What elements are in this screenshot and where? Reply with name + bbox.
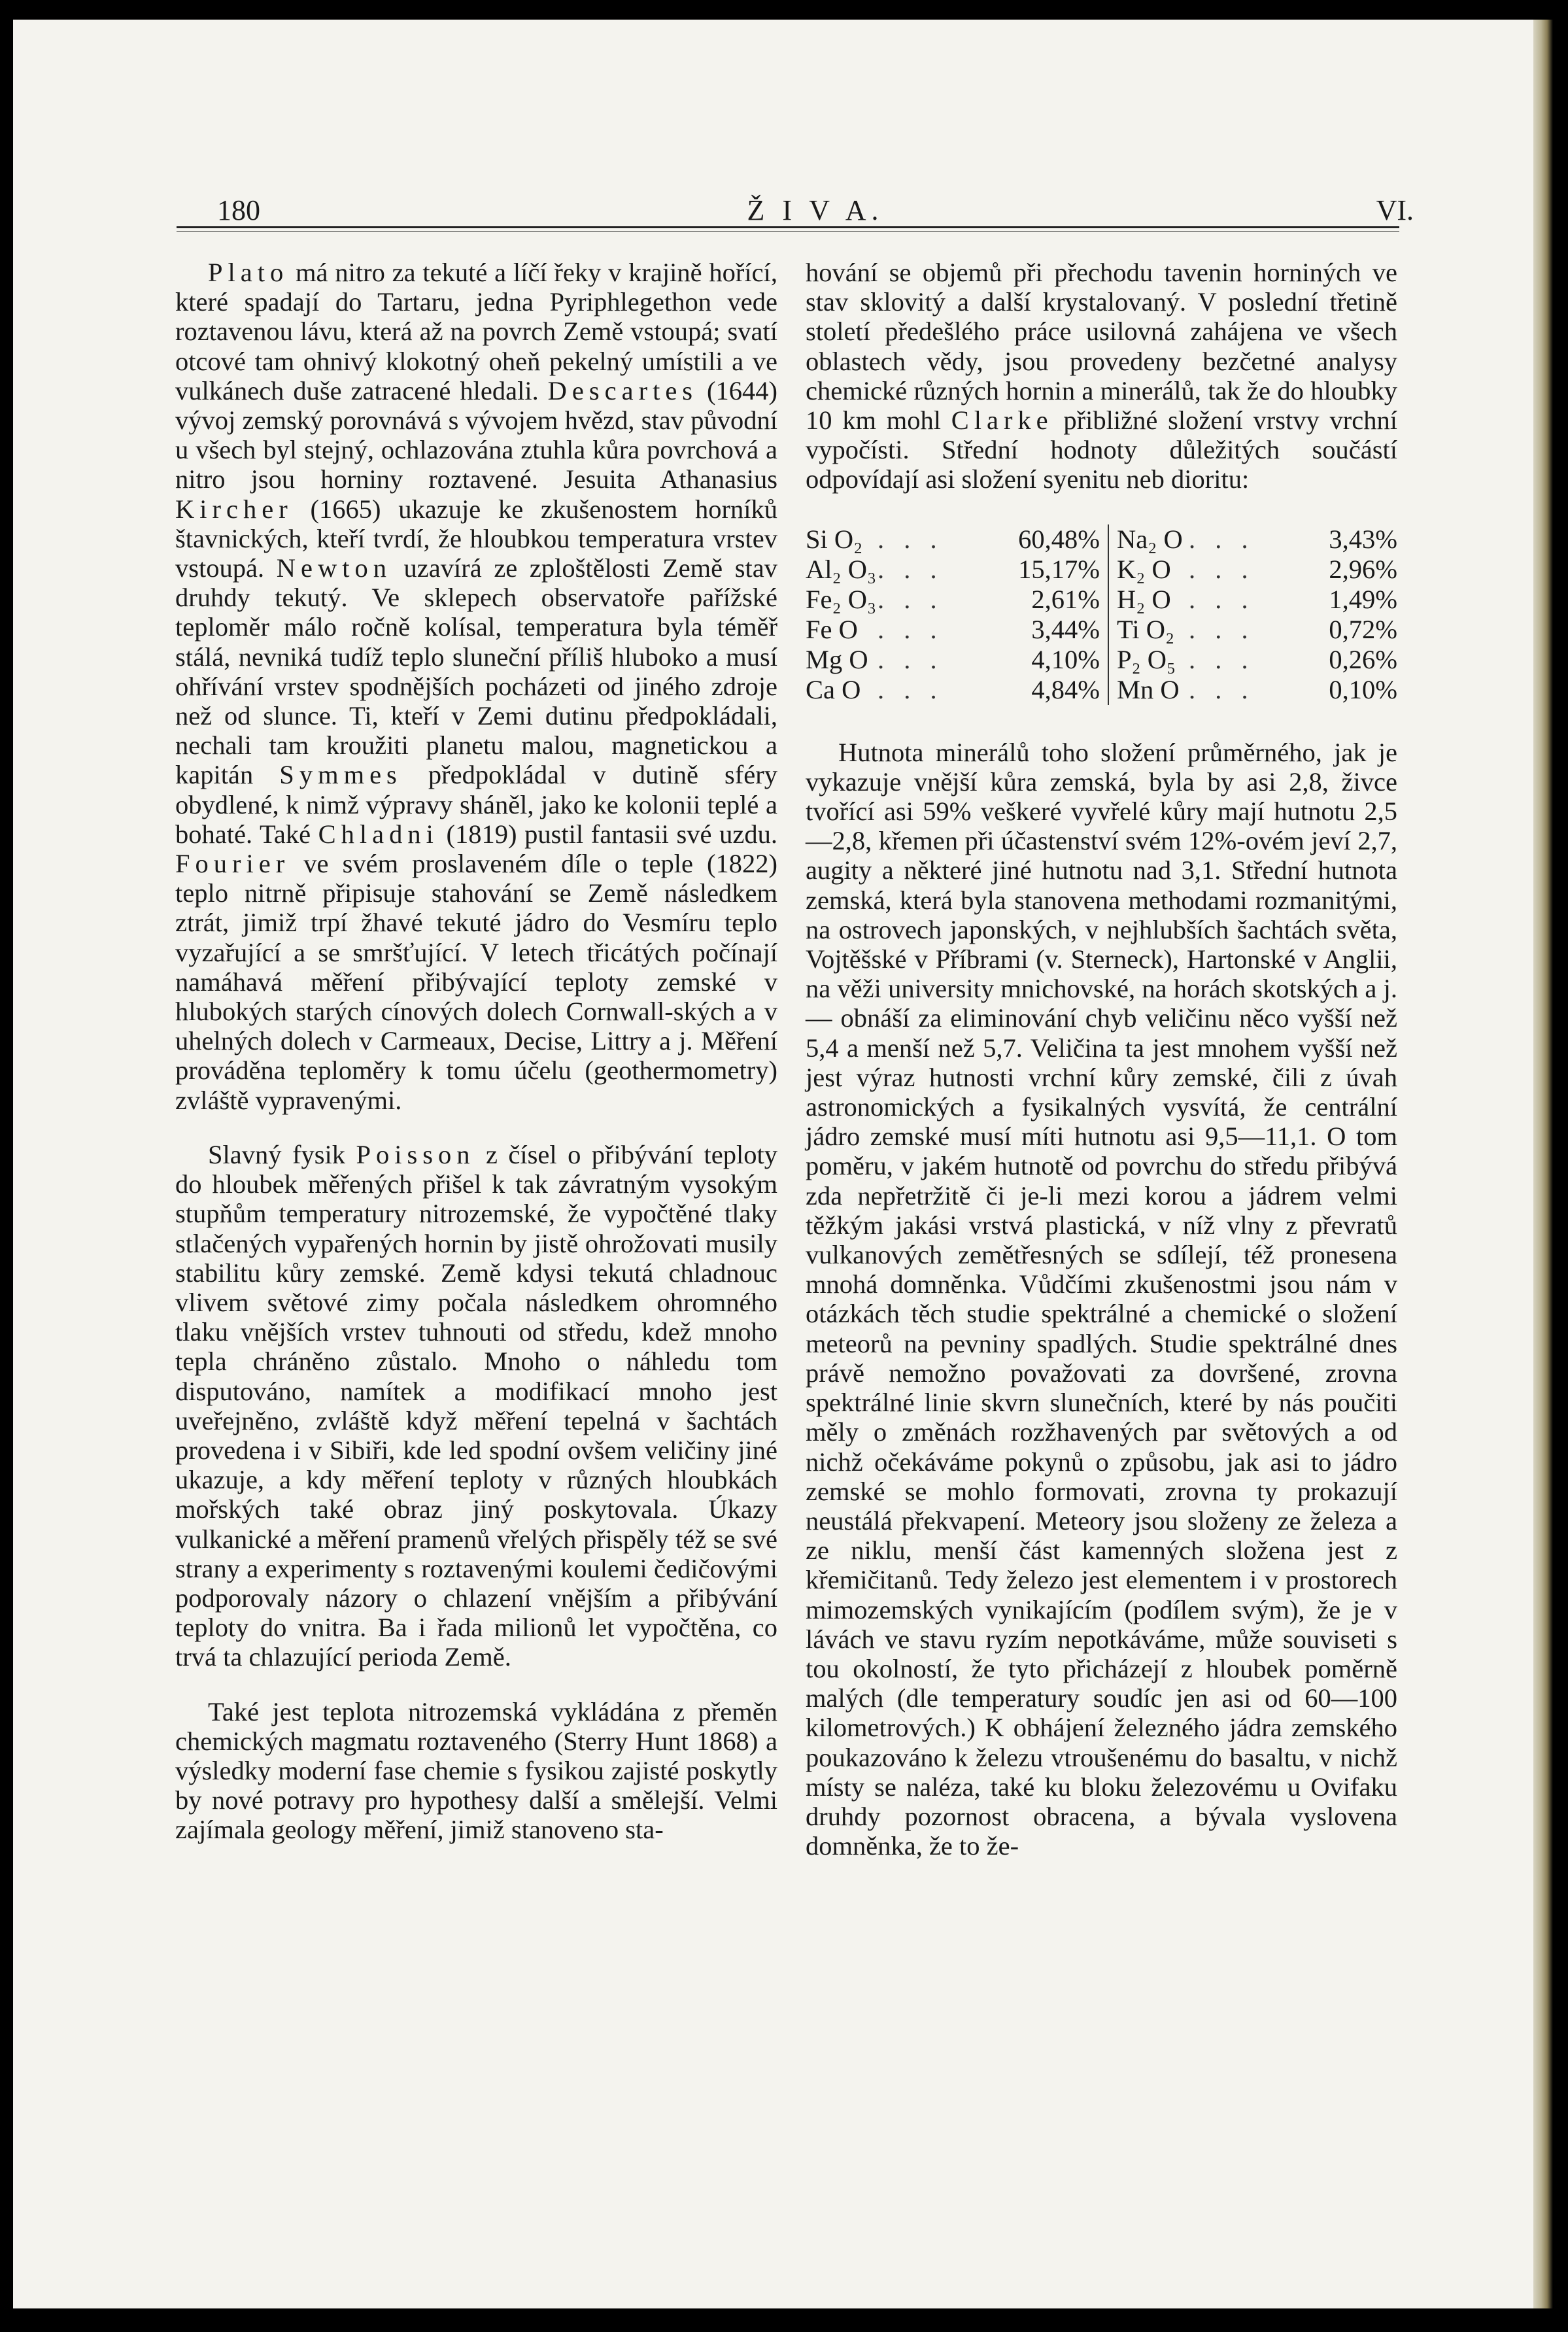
composition-cell-v1: 4,10% — [976, 645, 1108, 675]
composition-cell-f2: K₂ O — [1117, 554, 1171, 584]
composition-cell-f1: Al₂ O₃ — [806, 554, 877, 584]
intro-text-end: přibližné složení vrstvy vrchní vypočísti. Střední hodnoty důležitých součástí odpovídají asi složení syenitu neb dioritu: — [806, 405, 1397, 494]
author-name: Fourier — [175, 849, 290, 879]
composition-cell-v1: 15,17% — [976, 555, 1108, 585]
author-name: Clarke — [951, 405, 1053, 436]
composition-cell-d1: . . . — [878, 554, 944, 584]
composition-cell-d2: . . . — [1189, 644, 1255, 674]
composition-cell-f2: H₂ O — [1117, 584, 1171, 614]
author-name: Kircher — [175, 494, 293, 524]
composition-cell-d2: . . . — [1189, 584, 1255, 614]
composition-cell-d1: . . . — [878, 644, 944, 674]
composition-cell-f1: Mg O — [806, 644, 868, 674]
author-name: Plato — [208, 258, 289, 287]
composition-cell-f1: Fe₂ O₃ — [806, 584, 877, 614]
composition-cell-d2: . . . — [1189, 554, 1255, 584]
author-name: Newton — [276, 553, 392, 583]
author-name: Chladni — [318, 819, 439, 849]
text-run: (1644) vývoj zemský porovnává s vývojem hvězd, stav původní u všech byl stejný, ochlazována ztuhla kůra povrchová a nitro jsou horniny roztavené. Jesuita Athanasius — [175, 375, 778, 494]
composition-row — [806, 675, 1397, 705]
text-run: ve svém proslaveném díle o teple (1822) teplo nitrně připisuje stahování se Země následkem ztrát, jimiž trpí žhavé tekuté jádro do Vesmíru teplo vyzařující a se smršťující. V letech třicátých počínají namáhavá měření přibývající teploty zemské v hlubokých starých cínových dolech Cornwall-ských a v uhelných dolech v Carmeaux, Decise, Littry a j. Měření prováděna teploměry k tomu účelu (geothermometry) zvláště vypravenými. — [175, 849, 777, 1115]
composition-cell-f2: Mn O — [1117, 674, 1180, 704]
left-column — [175, 258, 777, 1845]
text-run: (1665) ukazuje ke zkušenostem horníků štavnických, kteří tvrdí, že hloubkou temperatura vrstev vstoupá. — [175, 494, 777, 583]
composition-row — [806, 555, 1397, 585]
composition-cell-f1: Si O₂ — [806, 524, 863, 554]
right-main-paragraph: Hutnota minerálů toho složení průměrného, jak je vykazuje vnější kůra zemská, byla by asi 2,8, živce tvořící asi 59% veškeré vyvřelé kůry mají hutnotu 2,5—2,8, křemen při účastenství svém 12%-ovém jeví 2,7, augity a některé jiné hutnotu nad 3,1. Střední hutnota zemská, která byla stanovena methodami rozmanitými, na ostrovech japonských, v nejhlubších šachtách světa, Vojtěšské v Příbrami (v. Sterneck), Hartonské v Anglii, na věži university mnichovské, na horách skotských a j. — obnáší za eliminování chyb veličinu něco vyšší než 5,4 a menší než 5,7. Veličina ta jest mnohem vyšší než jest výraz hutnosti vrchní kůry zemské, čili z úvah astronomických a fysikalných vysvítá, že centrální jádro zemské musí míti hutnotu asi 9,5—11,1. O tom poměru, v jakém hutnotě od povrchu do středu přibývá zda nepřetržitě či je-li mezi korou a jádrem velmi těžkým jakási vrstvá plastická, v níž vlny z převratů vulkanových zemětřesných se sdílejí, též pronesena mnohá domněnka. Vůdčími zkušenostmi jsou nám v otázkách těch studie spektrálné a chemické o složení meteorů na pevniny spadlých. Studie spektrálné dnes právě nemožno považovati za dovršené, zrovna spektrálné linie skvrn slunečních, které by nás poučiti měly o změnách rozžhavených par světových a od nichž očekáváme pokynů o způsobu, jak asi to jádro zemské se mohlo formovati, zrovna ty prokazují neustálá překvapení. Meteory jsou složeny ze železa a ze niklu, menší část kamenných složena jest z křemičitanů. Tedy železo jest elementem i v prostorech mimozemských vynikajícím (podílem svým), že je v lávách ve stavu ryzím nepotkáváme, může souviseti s tou okolností, že tyto přicházejí z hloubek poměrně malých (dle temperatury soudíc jen asi od 60—100 kilometrových.) K obhájení železného jádra zemského poukazováno k železu vtroušenému do basaltu, v nichž místy se naléza, také ku bloku železovému u Ovifaku druhdy pozornost obracena, a bývala vyslovena domněnka, že to že- — [806, 737, 1397, 1861]
composition-cell-v1: 60,48% — [976, 524, 1108, 555]
composition-table — [806, 524, 1397, 705]
composition-cell-v1: 2,61% — [976, 585, 1108, 615]
right-intro-paragraph — [806, 258, 1397, 494]
composition-row — [806, 645, 1397, 675]
composition-cell-v2: 0,26% — [1329, 644, 1397, 674]
text-run: z čísel o přibývání teploty do hloubek měřených přišel k tak závratným vysokým stupňům temperatury nitrozemské, že vypočtěné tlaky stlačených vypařených hornin by jistě ohrožovati musily stabilitu kůry zemské. Země kdysi tekutá chladnouc vlivem světové zimy počala následkem ohromného tlaku vnějších vrstev tuhnouti od středu, kdež mnoho tepla chráněno zůstalo. Mnoho o náhledu tom disputováno, namítek a modifikací mnoho jest uveřejněno, zvláště když měření tepelná v šachtách provedena i v Sibiři, kde led spodní ovšem veličiny jiné ukazuje, a kdy měření teploty v různých hloubkách mořských také obraz jiný poskytovala. Úkazy vulkanické a měření pramenů vřelých přispěly též se své strany a experimenty s roztavenými koulemi čedičovými podporovaly názory o chlazení vnějším a přibývání teploty do vnitra. Ba i řada milionů let vypočtěna, co trvá ta chlazující perioda Země. — [175, 1139, 777, 1672]
left-paragraph — [175, 258, 777, 1115]
text-run: (1819) pustil fantasii své uzdu. — [438, 819, 777, 849]
composition-row — [806, 524, 1397, 555]
composition-cell-d2: . . . — [1189, 614, 1255, 644]
composition-cell-f2: P₂ O₅ — [1117, 644, 1176, 674]
right-column — [806, 258, 1397, 1860]
composition-cell-d1: . . . — [878, 524, 944, 554]
composition-cell-d1: . . . — [878, 584, 944, 614]
composition-cell-d1: . . . — [878, 614, 944, 644]
composition-cell-v2: 3,43% — [1329, 524, 1397, 554]
header-rule — [177, 226, 1399, 228]
page-header — [217, 191, 1414, 230]
text-run: předpokládal v dutině sféry obydlené, k nimž výpravy sháněl, jako ke kolonii teplé a bohaté. Také — [175, 760, 777, 849]
left-paragraph — [175, 1697, 777, 1845]
composition-cell-v2: 0,72% — [1329, 614, 1397, 644]
composition-cell-f2: Ti O₂ — [1117, 614, 1175, 644]
composition-row — [806, 615, 1397, 645]
text-run: Slavný fysik — [208, 1139, 356, 1169]
page-number: 180 — [217, 194, 260, 226]
composition-cell-f1: Ca O — [806, 674, 861, 704]
composition-cell-d2: . . . — [1189, 674, 1255, 704]
composition-cell-v2: 2,96% — [1329, 554, 1397, 584]
composition-cell-f2: Na₂ O — [1117, 524, 1183, 554]
composition-cell-v2: 1,49% — [1329, 584, 1397, 614]
composition-cell-v1: 4,84% — [976, 675, 1108, 705]
volume-number: VI. — [1376, 194, 1414, 226]
text-run: Také jest teplota nitrozemská vykládána z přeměn chemických magmatu roztaveného (Sterry Hunt 1868) a výsledky moderní fase chemie s fysikou zajisté poskytly by nové potravy pro hypothesy další a smělejší. Velmi zajímala geology měření, jimiž stanoveno sta- — [175, 1696, 777, 1845]
journal-title: Ž I V A. — [747, 194, 884, 226]
composition-row — [806, 585, 1397, 615]
composition-cell-f1: Fe O — [806, 614, 858, 644]
text-run: má nitro za tekuté a líčí řeky v krajině hořící, které spadají do Tartaru, jedna Pyriphlegethon vede roztavenou lávu, která až na povrch Země vstoupá; svatí otcové tam ohnivý klokotný oheň pekelný umístili a ve vulkánech duše zatracené hledali. — [175, 258, 777, 405]
left-paragraph — [175, 1140, 777, 1672]
author-name: Descartes — [547, 375, 698, 405]
intro-text: hování se objemů při přechodu tavenin horniných ve stav sklovitý a další krystalovaný. V poslední třetině století předešlého práce usilovná zahájena ve všech oblastech vědy, jsou provedeny bezčetné analysy chemické různých hornin a minerálů, tak že do hloubky 10 km mohl — [806, 258, 1397, 436]
page-edge-shadow — [1533, 20, 1553, 2308]
text-run: uzavírá ze zploštělosti Země stav druhdy tekutý. Ve sklepech observatoře pařížské teploměr málo ročně kolísal, temperatura byla téměř stálá, nevniká tudíž teplo sluneční příliš hluboko a musí ohřívání vrstev spodnějších pocházeti od jiného zdroje než od slunce. Ti, kteří v Zemi dutinu předpokládali, nechali tam kroužiti planetu malou, magnetickou a kapitán — [175, 553, 777, 790]
composition-cell-d2: . . . — [1189, 524, 1255, 554]
author-name: Poisson — [356, 1139, 475, 1169]
composition-cell-v2: 0,10% — [1329, 674, 1397, 704]
composition-cell-v1: 3,44% — [976, 615, 1108, 645]
author-name: Symmes — [279, 760, 402, 790]
composition-cell-d1: . . . — [878, 674, 944, 704]
